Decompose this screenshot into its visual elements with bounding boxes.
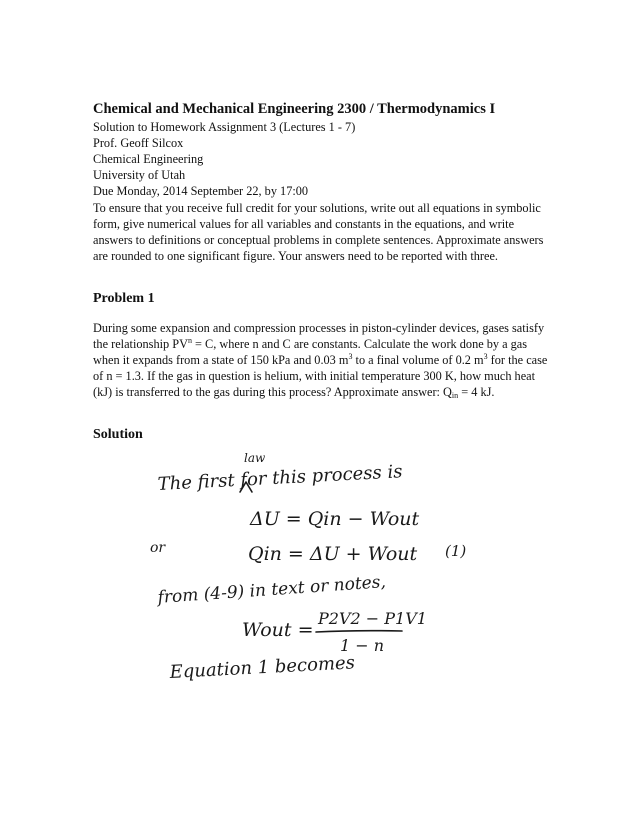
header-info — [93, 119, 355, 199]
hw-equation-becomes: Equation 1 becomes — [169, 652, 356, 683]
hw-heat-equation: Qin = ΔU + Wout — [248, 543, 418, 565]
hw-work-lhs: Wout = — [242, 619, 314, 641]
hw-fraction-bar — [316, 631, 402, 632]
hw-work-denominator: 1 − n — [340, 636, 385, 655]
hw-or: or — [150, 540, 166, 556]
problem-heading: Problem 1 — [93, 291, 155, 306]
instructions-paragraph: To ensure that you receive full credit for your solutions, write out all equations in symbolic form, give numerical values for all variables and constants in the equations, and write answers to definitions or conceptual problems in complete sentences. Approximate answers are rounded to one significant figure. Your answers need to be reported with three. — [93, 201, 544, 264]
hw-work-numerator: P2V2 − P1V1 — [318, 609, 427, 628]
professor-line: Prof. Geoff Silcox — [93, 136, 184, 150]
department-line: Chemical Engineering — [93, 152, 204, 166]
problem-statement: During some expansion and compression processes in piston-cylinder devices, gases satisfy the relationship $PV^n = C$, where n and C are constants. Calculate the work done by a gas when it expands from a state of 150 kPa and 0.03 $m^3$ to a final volume of 0.2 $m^3$ for the case of n = 1.3. If the gas in question is helium, with initial temperature 300 K, how much heat (kJ) is transferred to the gas during this process? Approximate answer: $Q_{in} = 4$ kJ. — [93, 321, 548, 401]
assignment-line: Solution to Homework Assignment 3 (Lectures 1 - 7) — [93, 120, 356, 134]
hw-energy-balance: ΔU = Qin − Wout — [250, 508, 420, 530]
hw-equation-number: (1) — [445, 542, 467, 560]
hw-first-law-line: The first for this process is — [157, 461, 403, 495]
hw-law-insert: law — [244, 451, 266, 465]
handwritten-solution — [140, 440, 520, 700]
hw-reference-line: from (4-9) in text or notes, — [156, 572, 387, 608]
university-line: University of Utah — [93, 168, 186, 182]
document-title: Chemical and Mechanical Engineering 2300 / Thermodynamics I — [93, 101, 496, 117]
solution-heading: Solution — [93, 427, 143, 442]
due-date-line: Due Monday, 2014 September 22, by 17:00 — [93, 184, 309, 198]
